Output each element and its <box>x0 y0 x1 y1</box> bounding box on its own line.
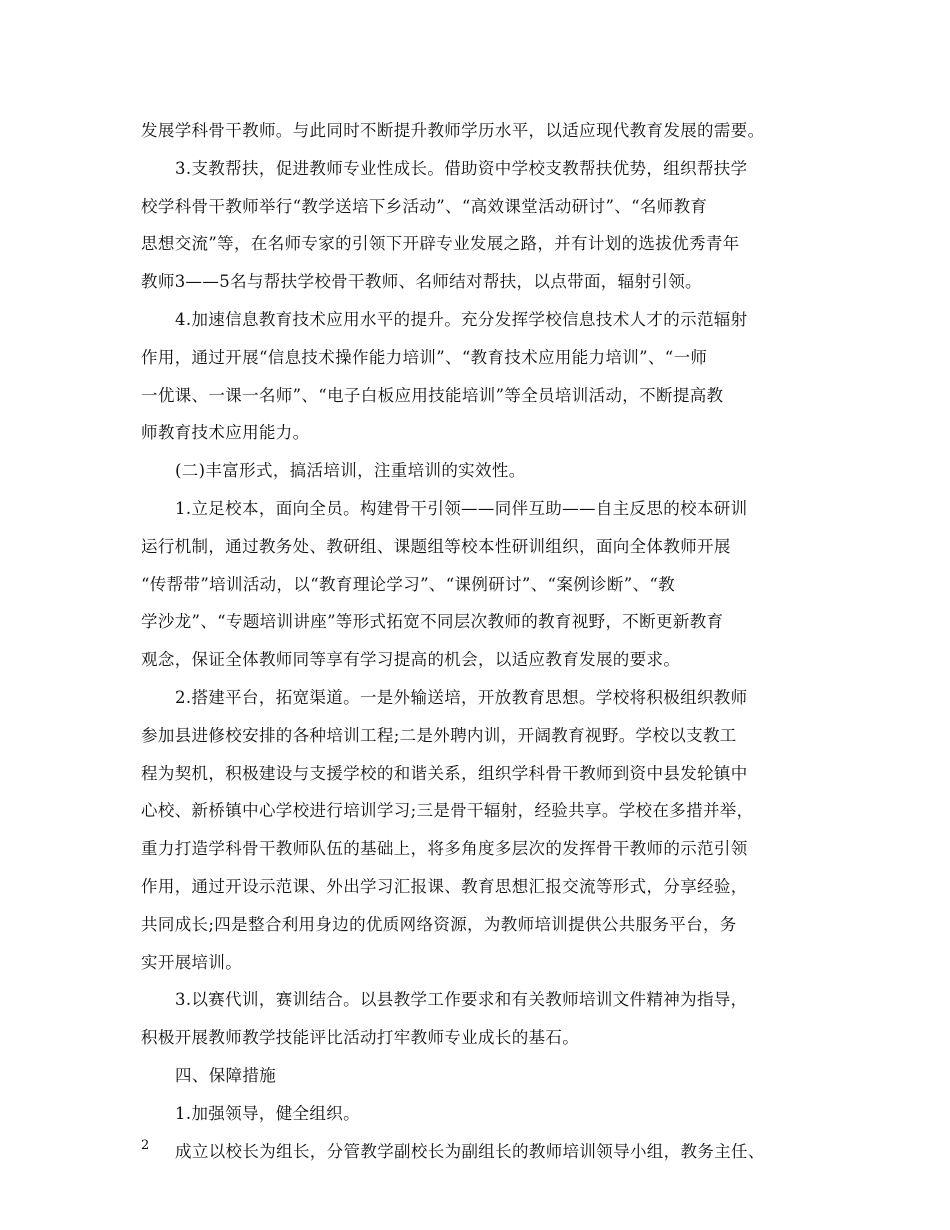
text-line: 4.加速信息教育技术应用水平的提升。充分发挥学校信息技术人才的示范辐射 <box>175 309 748 329</box>
text-line: 作用，通过开展“信息技术操作能力培训”、“教育技术应用能力培训”、“一师 <box>141 347 708 367</box>
text-line: 一优课、一课一名师”、“电子白板应用技能培训”等全员培训活动，不断提高教 <box>141 385 724 405</box>
text-line: 2.搭建平台，拓宽渠道。一是外输送培，开放教育思想。学校将积极组织教师 <box>175 687 748 707</box>
text-line: 教师3——5名与帮扶学校骨干教师、名师结对帮扶，以点带面，辐射引领。 <box>141 272 702 292</box>
text-line: 1.立足校本，面向全员。构建骨干引领——同伴互助——自主反思的校本研训 <box>175 498 748 518</box>
text-line: 学沙龙”、“专题培训讲座”等形式拓宽不同层次教师的教育视野，不断更新教育 <box>141 612 724 632</box>
text-line: 积极开展教师教学技能评比活动打牢教师专业成长的基石。 <box>141 1028 580 1048</box>
text-line: 运行机制，通过教务处、教研组、课题组等校本性研训组织，面向全体教师开展 <box>141 536 731 556</box>
text-line: 观念，保证全体教师同等享有学习提高的机会，以适应教育发展的要求。 <box>141 650 681 670</box>
document-body <box>141 112 823 1170</box>
text-line: “传帮带”培训活动，以“教育理论学习”、“课例研讨”、“案例诊断”、“教 <box>141 574 676 594</box>
text-line: 实开展培训。 <box>141 952 243 972</box>
text-line: 成立以校长为组长，分管教学副校长为副组长的教师培训领导小组，教务主任、 <box>175 1141 765 1161</box>
text-line: 3.以赛代训，赛训结合。以县教学工作要求和有关教师培训文件精神为指导， <box>175 990 748 1010</box>
text-line: 心校、新桥镇中心学校进行培训学习;三是骨干辐射，经验共享。学校在多措并举， <box>141 801 754 821</box>
text-line: 师教育技术应用能力。 <box>141 423 310 443</box>
text-line: 校学科骨干教师举行“教学送培下乡活动”、“高效课堂活动研讨”、“名师教育 <box>141 196 708 216</box>
page-number: 2 <box>141 1138 150 1153</box>
text-line: 重力打造学科骨干教师队伍的基础上，将多角度多层次的发挥骨干教师的示范引领 <box>141 839 748 859</box>
text-line: 发展学科骨干教师。与此同时不断提升教师学历水平，以适应现代教育发展的需要。 <box>141 121 765 140</box>
text-line: 3.支教帮扶，促进教师专业性成长。借助资中学校支教帮扶优势，组织帮扶学 <box>175 158 748 178</box>
text-line: 作用，通过开设示范课、外出学习汇报课、教育思想汇报交流等形式，分享经验， <box>141 876 748 896</box>
text-line: 思想交流”等，在名师专家的引领下开辟专业发展之路，并有计划的选拔优秀青年 <box>141 234 740 254</box>
text-line: (二)丰富形式，搞活培训，注重培训的实效性。 <box>175 461 526 481</box>
text-line: 四、保障措施 <box>175 1065 277 1085</box>
text-line: 1.加强领导，健全组织。 <box>175 1103 360 1123</box>
text-line: 参加县进修校安排的各种培训工程;二是外聘内训，开阔教育视野。学校以支教工 <box>141 725 737 745</box>
text-line: 程为契机，积极建设与支援学校的和谐关系，组织学科骨干教师到资中县发轮镇中 <box>141 763 748 783</box>
text-line: 共同成长;四是整合利用身边的优质网络资源，为教师培训提供公共服务平台，务 <box>141 914 737 934</box>
